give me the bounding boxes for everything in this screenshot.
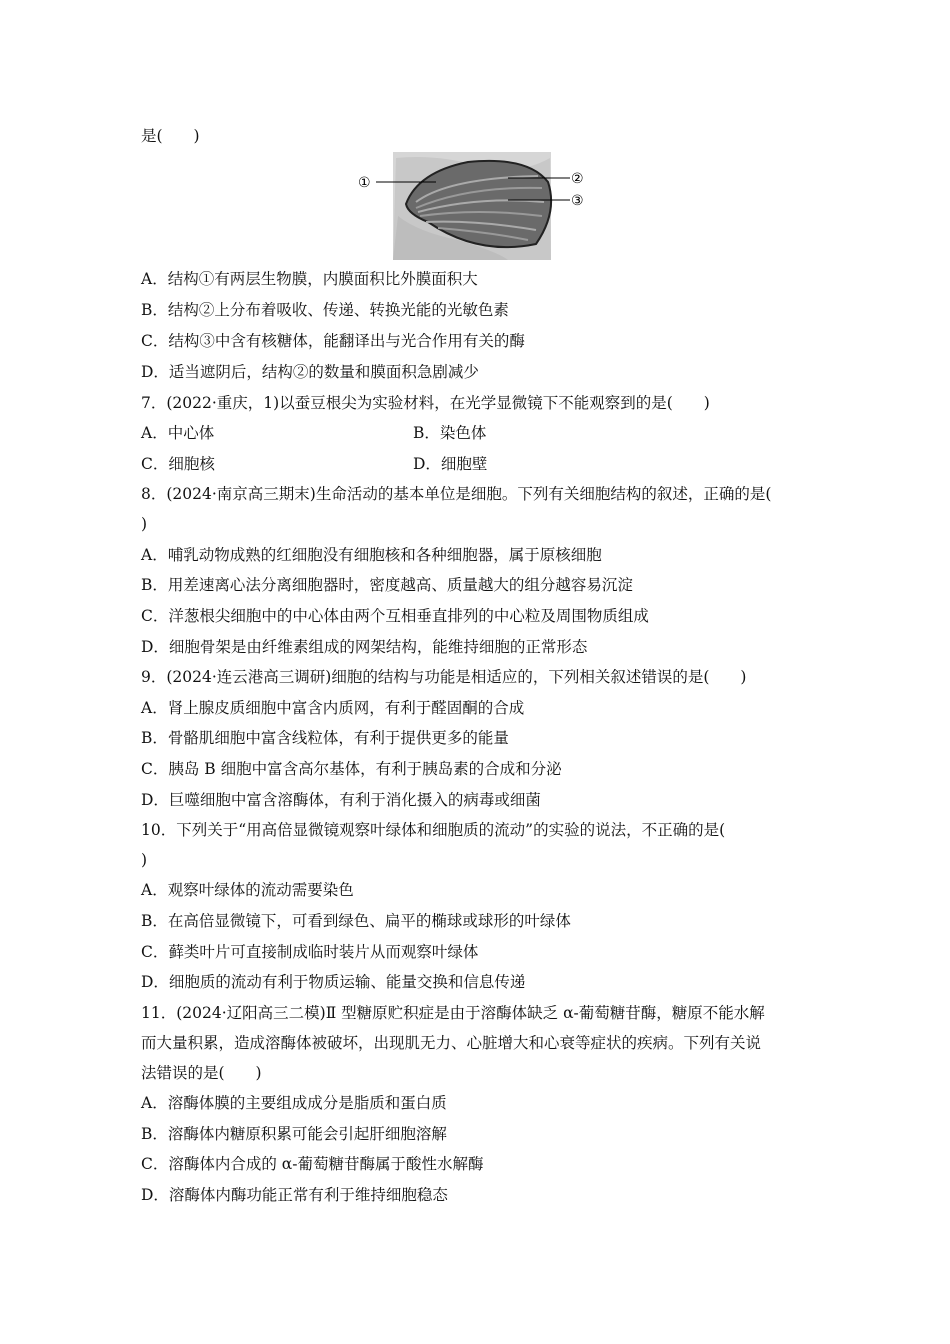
label-3: ③ — [571, 193, 584, 209]
q9-option-d: D．巨噬细胞中富含溶酶体，有利于消化摄入的病毒或细菌 — [141, 791, 541, 809]
q8-option-c: C．洋葱根尖细胞中的中心体由两个互相垂直排列的中心粒及周围物质组成 — [141, 607, 649, 625]
q6-option-b: B．结构②上分布着吸收、传递、转换光能的光敏色素 — [141, 301, 509, 319]
q8-stem-line2: ) — [141, 515, 148, 533]
q10-option-b: B．在高倍显微镜下，可看到绿色、扁平的椭球或球形的叶绿体 — [141, 912, 571, 930]
q11-stem-line3: 法错误的是( ) — [141, 1064, 262, 1082]
q11-option-c: C．溶酶体内合成的 α-葡萄糖苷酶属于酸性水解酶 — [141, 1155, 484, 1173]
q9-stem: 9．(2024·连云港高三调研)细胞的结构与功能是相适应的，下列相关叙述错误的是( ) — [141, 668, 747, 686]
q10-option-a: A．观察叶绿体的流动需要染色 — [141, 881, 354, 899]
q11-stem-line1: 11．(2024·辽阳高三二模)Ⅱ 型糖原贮积症是由于溶酶体缺乏 α-葡萄糖苷酶，糖原不能水解 — [141, 1004, 765, 1022]
q8-stem-line1: 8．(2024·南京高三期末)生命活动的基本单位是细胞。下列有关细胞结构的叙述，正确的是( — [141, 485, 772, 503]
chloroplast-figure — [358, 152, 593, 262]
q11-stem-line2: 而大量积累，造成溶酶体被破坏，出现肌无力、心脏增大和心衰等症状的疾病。下列有关说 — [141, 1034, 762, 1052]
q6-option-a: A．结构①有两层生物膜，内膜面积比外膜面积大 — [141, 270, 478, 288]
q7-stem: 7．(2022·重庆，1)以蚕豆根尖为实验材料，在光学显微镜下不能观察到的是( ) — [141, 394, 710, 412]
label-1: ① — [358, 175, 371, 191]
q10-option-c: C．藓类叶片可直接制成临时装片从而观察叶绿体 — [141, 943, 479, 961]
q8-option-d: D．细胞骨架是由纤维素组成的网架结构，能维持细胞的正常形态 — [141, 638, 588, 656]
question-lead: 是( ) — [141, 127, 200, 145]
q8-option-a: A．哺乳动物成熟的红细胞没有细胞核和各种细胞器，属于原核细胞 — [141, 546, 602, 564]
q9-option-b: B．骨骼肌细胞中富含线粒体，有利于提供更多的能量 — [141, 729, 509, 747]
q11-option-a: A．溶酶体膜的主要组成成分是脂质和蛋白质 — [141, 1094, 447, 1112]
q9-option-a: A．肾上腺皮质细胞中富含内质网，有利于醛固酮的合成 — [141, 699, 525, 717]
q10-stem-line1: 10．下列关于“用高倍显微镜观察叶绿体和细胞质的流动”的实验的说法，不正确的是( — [141, 821, 726, 839]
q6-option-c: C．结构③中含有核糖体，能翻译出与光合作用有关的酶 — [141, 332, 525, 350]
q7-option-c: C．细胞核 — [141, 455, 215, 473]
q7-option-a: A．中心体 — [141, 424, 215, 442]
q11-option-b: B．溶酶体内糖原积累可能会引起肝细胞溶解 — [141, 1125, 447, 1143]
q8-option-b: B．用差速离心法分离细胞器时，密度越高、质量越大的组分越容易沉淀 — [141, 576, 633, 594]
q6-option-d: D．适当遮阴后，结构②的数量和膜面积急剧减少 — [141, 363, 479, 381]
q7-option-d: D．细胞壁 — [413, 455, 488, 473]
q10-stem-line2: ) — [141, 851, 148, 869]
q7-option-b: B．染色体 — [413, 424, 487, 442]
q9-option-c: C．胰岛 B 细胞中富含高尔基体，有利于胰岛素的合成和分泌 — [141, 760, 562, 778]
q11-option-d: D．溶酶体内酶功能正常有利于维持细胞稳态 — [141, 1186, 448, 1204]
q10-option-d: D．细胞质的流动有利于物质运输、能量交换和信息传递 — [141, 973, 526, 991]
label-2: ② — [571, 171, 584, 187]
